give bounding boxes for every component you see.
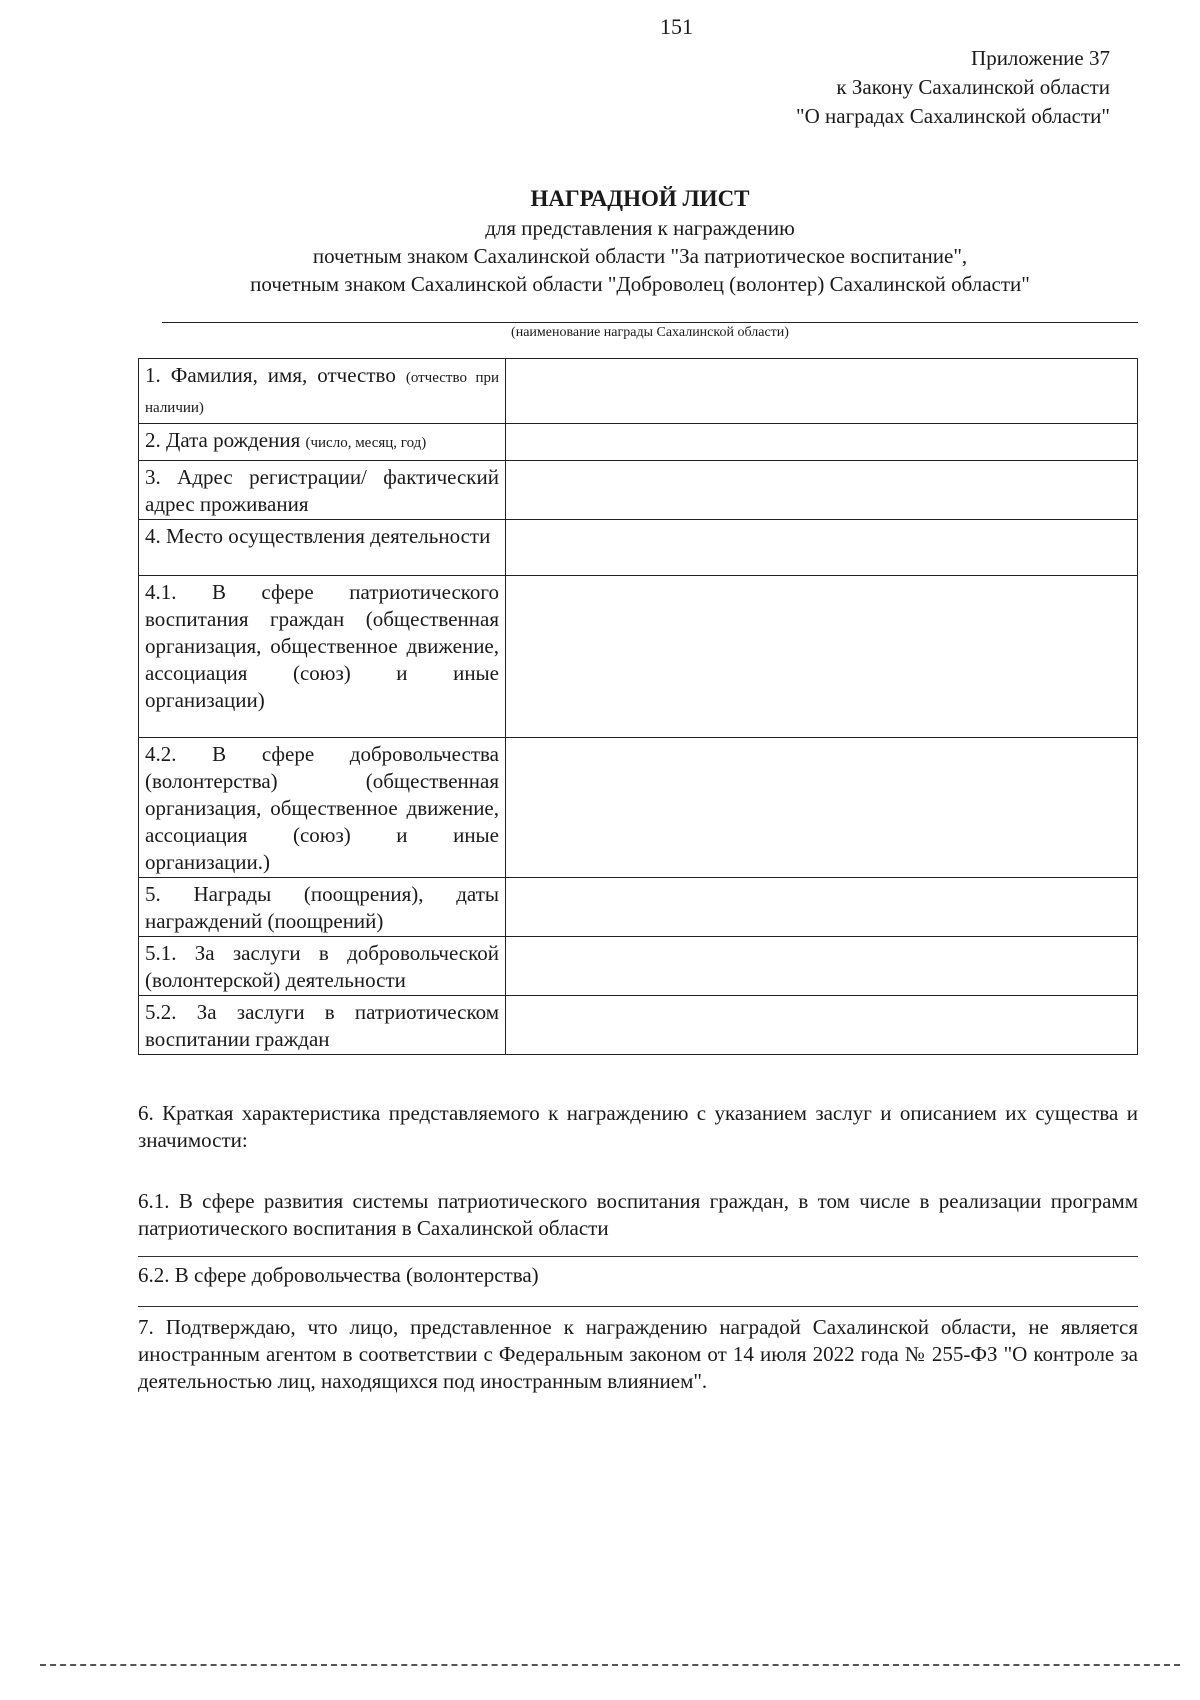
field-label: 5. Награды (поощрения), даты награждений (поощрений) — [145, 882, 499, 933]
field-value-cell[interactable] — [506, 738, 1138, 878]
award-form-table — [138, 358, 1138, 1055]
table-row — [139, 359, 1138, 424]
field-value-cell[interactable] — [506, 937, 1138, 996]
section-6-characteristics: 6. Краткая характеристика представляемого к награждению с указанием заслуг и описанием их существа и значимости: — [138, 1101, 1138, 1152]
field-label-cell — [139, 359, 506, 424]
document-title: НАГРАДНОЙ ЛИСТ — [530, 186, 750, 211]
scan-edge-divider — [40, 1664, 1180, 1666]
section-7-confirmation: 7. Подтверждаю, что лицо, представленное к награждению наградой Сахалинской области, не является иностранным агентом в соответствии с Федеральным законом от 14 июля 2022 года № 255-ФЗ "О контроле за деятельностью лиц, находящихся под иностранным влиянием". — [138, 1315, 1138, 1393]
section-6-1-patriotic: 6.1. В сфере развития системы патриотического воспитания граждан, в том числе в реализации программ патриотического воспитания в Сахалинской области — [138, 1189, 1138, 1240]
field-label: 2. Дата рождения — [145, 428, 301, 452]
table-row — [139, 424, 1138, 461]
field-label: 1. Фамилия, имя, отчество — [145, 363, 396, 387]
field-label-cell — [139, 461, 506, 520]
field-note: (отчество при наличии) — [145, 370, 500, 416]
award-name-caption: (наименование награды Сахалинской области) — [511, 325, 789, 340]
field-note: (число, месяц, год) — [305, 435, 427, 451]
subtitle-line-1: для представления к награждению — [485, 216, 795, 240]
field-label-cell — [139, 878, 506, 937]
appendix-header — [796, 44, 1110, 131]
field-label-cell — [139, 996, 506, 1055]
field-label-cell — [139, 576, 506, 738]
field-label: 4.1. В сфере патриотического воспитания граждан (общественная организация, общественное движение, ассоциация (союз) и иные организации) — [145, 580, 499, 712]
field-value-cell[interactable] — [506, 996, 1138, 1055]
table-row — [139, 520, 1138, 576]
field-value-cell[interactable] — [506, 359, 1138, 424]
award-name-line[interactable] — [162, 322, 1138, 323]
field-label: 3. Адрес регистрации/ фактический адрес проживания — [145, 465, 499, 516]
table-row — [139, 937, 1138, 996]
table-row — [139, 878, 1138, 937]
field-label: 4.2. В сфере добровольчества (волонтерства) (общественная организация, общественное движение, ассоциация (союз) и иные организации.) — [145, 742, 499, 874]
table-row — [139, 576, 1138, 738]
table-row — [139, 996, 1138, 1055]
field-label-cell — [139, 937, 506, 996]
field-label: 5.1. За заслуги в добровольческой (волонтерской) деятельности — [145, 941, 499, 992]
section-6-1-answer-line[interactable] — [138, 1256, 1138, 1257]
field-label: 4. Место осуществления деятельности — [145, 524, 491, 548]
field-label-cell — [139, 520, 506, 576]
section-6-2-volunteering: 6.2. В сфере добровольчества (волонтерства) — [138, 1263, 539, 1287]
field-value-cell[interactable] — [506, 878, 1138, 937]
appendix-law-title: "О наградах Сахалинской области" — [796, 104, 1110, 128]
table-row — [139, 738, 1138, 878]
field-value-cell[interactable] — [506, 520, 1138, 576]
title-block — [140, 184, 1140, 298]
page-number: 151 — [660, 14, 693, 39]
appendix-number: Приложение 37 — [971, 46, 1110, 70]
field-label-cell — [139, 738, 506, 878]
subtitle-line-3: почетным знаком Сахалинской области "Доброволец (волонтер) Сахалинской области" — [250, 272, 1030, 296]
field-value-cell[interactable] — [506, 424, 1138, 461]
field-value-cell[interactable] — [506, 576, 1138, 738]
table-row — [139, 461, 1138, 520]
subtitle-line-2: почетным знаком Сахалинской области "За патриотическое воспитание", — [312, 244, 968, 268]
field-label: 5.2. За заслуги в патриотическом воспитании граждан — [145, 1000, 499, 1051]
section-6-2-answer-line[interactable] — [138, 1306, 1138, 1307]
field-label-cell — [139, 424, 506, 461]
field-value-cell[interactable] — [506, 461, 1138, 520]
appendix-law: к Закону Сахалинской области — [836, 75, 1110, 99]
